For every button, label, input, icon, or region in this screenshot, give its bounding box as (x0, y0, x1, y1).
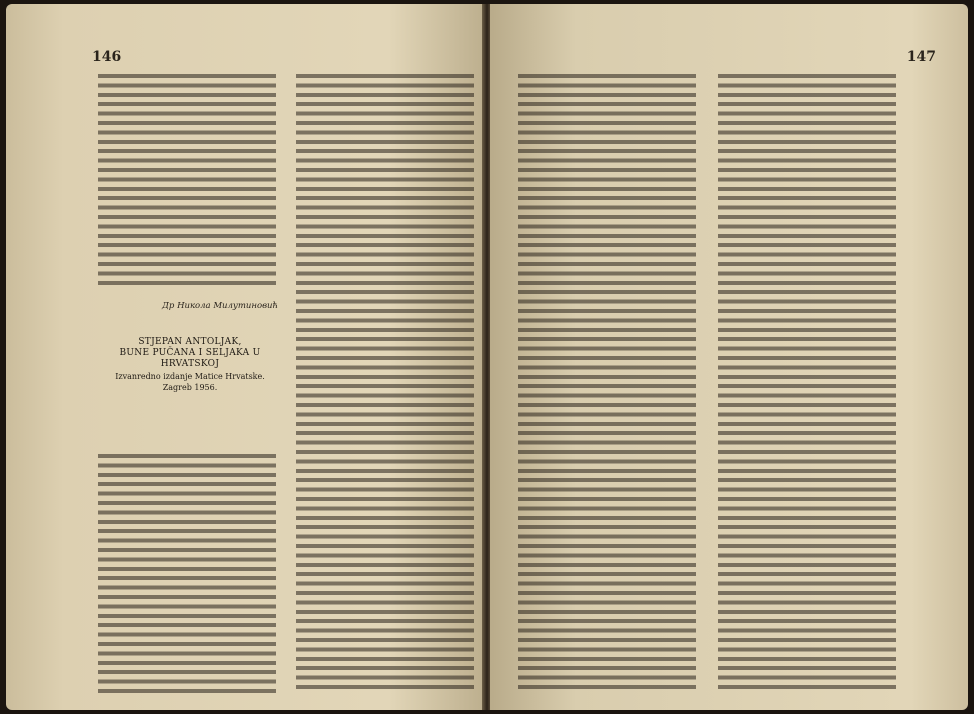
reference-author: STJEPAN ANTOLJAK, (138, 337, 242, 347)
reference-edition: Izvanredno izdanje Matice Hrvatske. Zagreb 1956. (115, 372, 265, 392)
text-block (98, 454, 276, 694)
text-column-4 (718, 74, 896, 694)
right-page (490, 4, 968, 710)
text-column-3 (518, 74, 696, 694)
page-number-left: 146 (92, 49, 122, 65)
book-spread (6, 4, 968, 710)
text-block (296, 74, 474, 694)
text-block (718, 74, 896, 694)
reference-title: BUNE PUČANA I SELJAKA U HRVATSKOJ (119, 348, 261, 369)
page-number-right: 147 (906, 49, 936, 65)
book-reference (102, 337, 278, 393)
text-column-2 (296, 74, 474, 694)
author-signature: Др Никола Милутиновић (162, 301, 278, 311)
text-block (518, 74, 696, 694)
text-block (98, 74, 276, 290)
left-page (6, 4, 484, 710)
